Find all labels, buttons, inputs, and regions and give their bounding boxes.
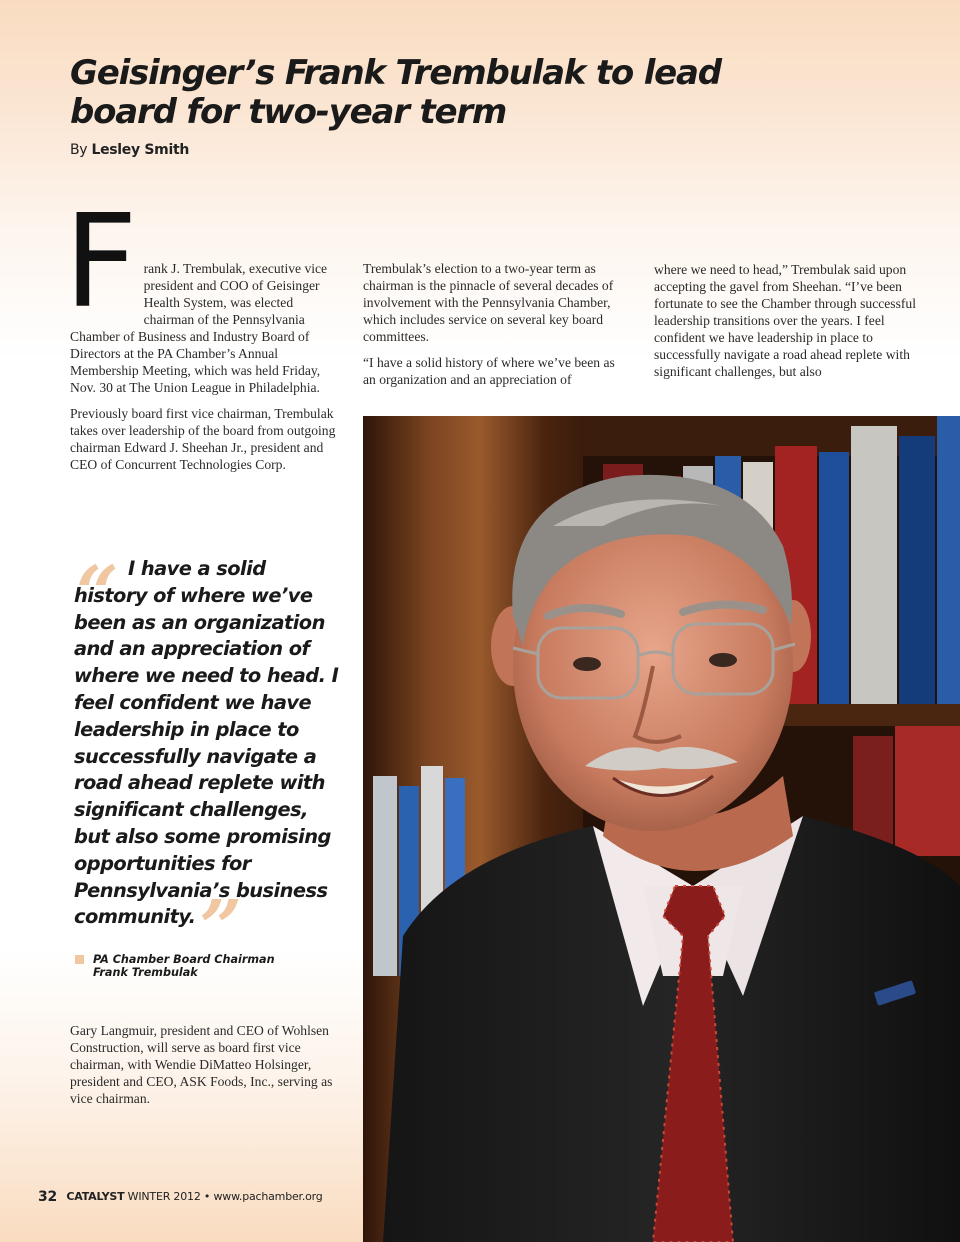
bottom-paragraph: Gary Langmuir, president and CEO of Wohlsen Construction, will serve as board first vice chairman, with Wendie DiMatteo Holsinger, president and CEO, ASK Foods, Inc., serving as vice chairman. bbox=[70, 1023, 333, 1106]
issue-label: WINTER 2012 bbox=[127, 1190, 201, 1203]
pull-quote: “ I have a solid history of where we’ve been as an organization and an appreciation of where we need to head. I feel confident we have leadership in place to successfully navigate a road ahead replete with significant challenges, but also some promising opportunities for Pennsylvania’s business community.” bbox=[74, 556, 344, 931]
column-1-paragraph-2: Previously board first vice chairman, Trembulak takes over leadership of the board from outgoing chairman Edward J. Sheehan Jr., president and CEO of Concurrent Technologies Corp. bbox=[70, 406, 336, 472]
portrait-illustration bbox=[363, 416, 960, 1242]
attribution-square-icon bbox=[75, 955, 84, 964]
drop-cap: F bbox=[64, 188, 138, 337]
column-2 bbox=[363, 260, 625, 397]
pull-quote-text: I have a solid history of where we’ve been as an organization and an appreciation of where we need to head. I feel confident we have leadership in place to successfully navigate a road ahead replete with significant challenges, but also some promising opportunities for Pennsylvania’s business community. bbox=[74, 557, 339, 929]
magazine-name: CATALYST bbox=[66, 1190, 125, 1203]
column-2-paragraph-2: “I have a solid history of where we’ve been as an organization and an appreciation of bbox=[363, 355, 615, 387]
column-1-bottom bbox=[70, 1022, 338, 1116]
article-headline: Geisinger’s Frank Trembulak to lead board for two-year term bbox=[70, 53, 721, 132]
pull-quote-text-wrap: I have a solid history of where we’ve been as an organization and an appreciation of where we need to head. I feel confident we have leadership in place to successfully navigate a road ahead replete with significant challenges, but also some promising opportunities for Pennsylvania’s business community.” bbox=[74, 557, 339, 972]
attribution-title: PA Chamber Board Chairman bbox=[93, 953, 275, 966]
page-number: 32 bbox=[38, 1189, 58, 1205]
footer-separator: • bbox=[203, 1190, 211, 1203]
column-1 bbox=[64, 188, 338, 482]
page-footer bbox=[38, 1189, 323, 1205]
website-link[interactable]: www.pachamber.org bbox=[213, 1190, 323, 1203]
byline-author: Lesley Smith bbox=[91, 142, 190, 158]
column-1-paragraph-1 bbox=[64, 188, 338, 396]
attribution-name: Frank Trembulak bbox=[93, 966, 198, 979]
column-3-paragraph-1: where we need to head,” Trembulak said upon accepting the gavel from Sheehan. “I’ve been fortunate to see the Chamber through successful leadership transitions over the years. I feel confident we have leadership in place to successfully navigate a road ahead replete with significant challenges, but also bbox=[654, 262, 916, 379]
portrait-photo bbox=[363, 416, 960, 1242]
column-1-paragraph-1-text: rank J. Trembulak, executive vice president and COO of Geisinger Health System, was elected chairman of the Pennsylvania Chamber of Business and Industry Board of Directors at the PA Chamber’s Annual Membership Meeting, which was held Friday, Nov. 30 at The Union League in Philadelphia. bbox=[70, 261, 328, 395]
byline-prefix: By bbox=[70, 142, 88, 158]
pull-quote-attribution bbox=[75, 953, 275, 979]
column-2-paragraph-1: Trembulak’s election to a two-year term as chairman is the pinnacle of several decades of involvement with the Pennsylvania Chamber, which includes service on several key board committees. bbox=[363, 261, 614, 344]
byline bbox=[70, 142, 189, 158]
column-3 bbox=[654, 261, 930, 389]
